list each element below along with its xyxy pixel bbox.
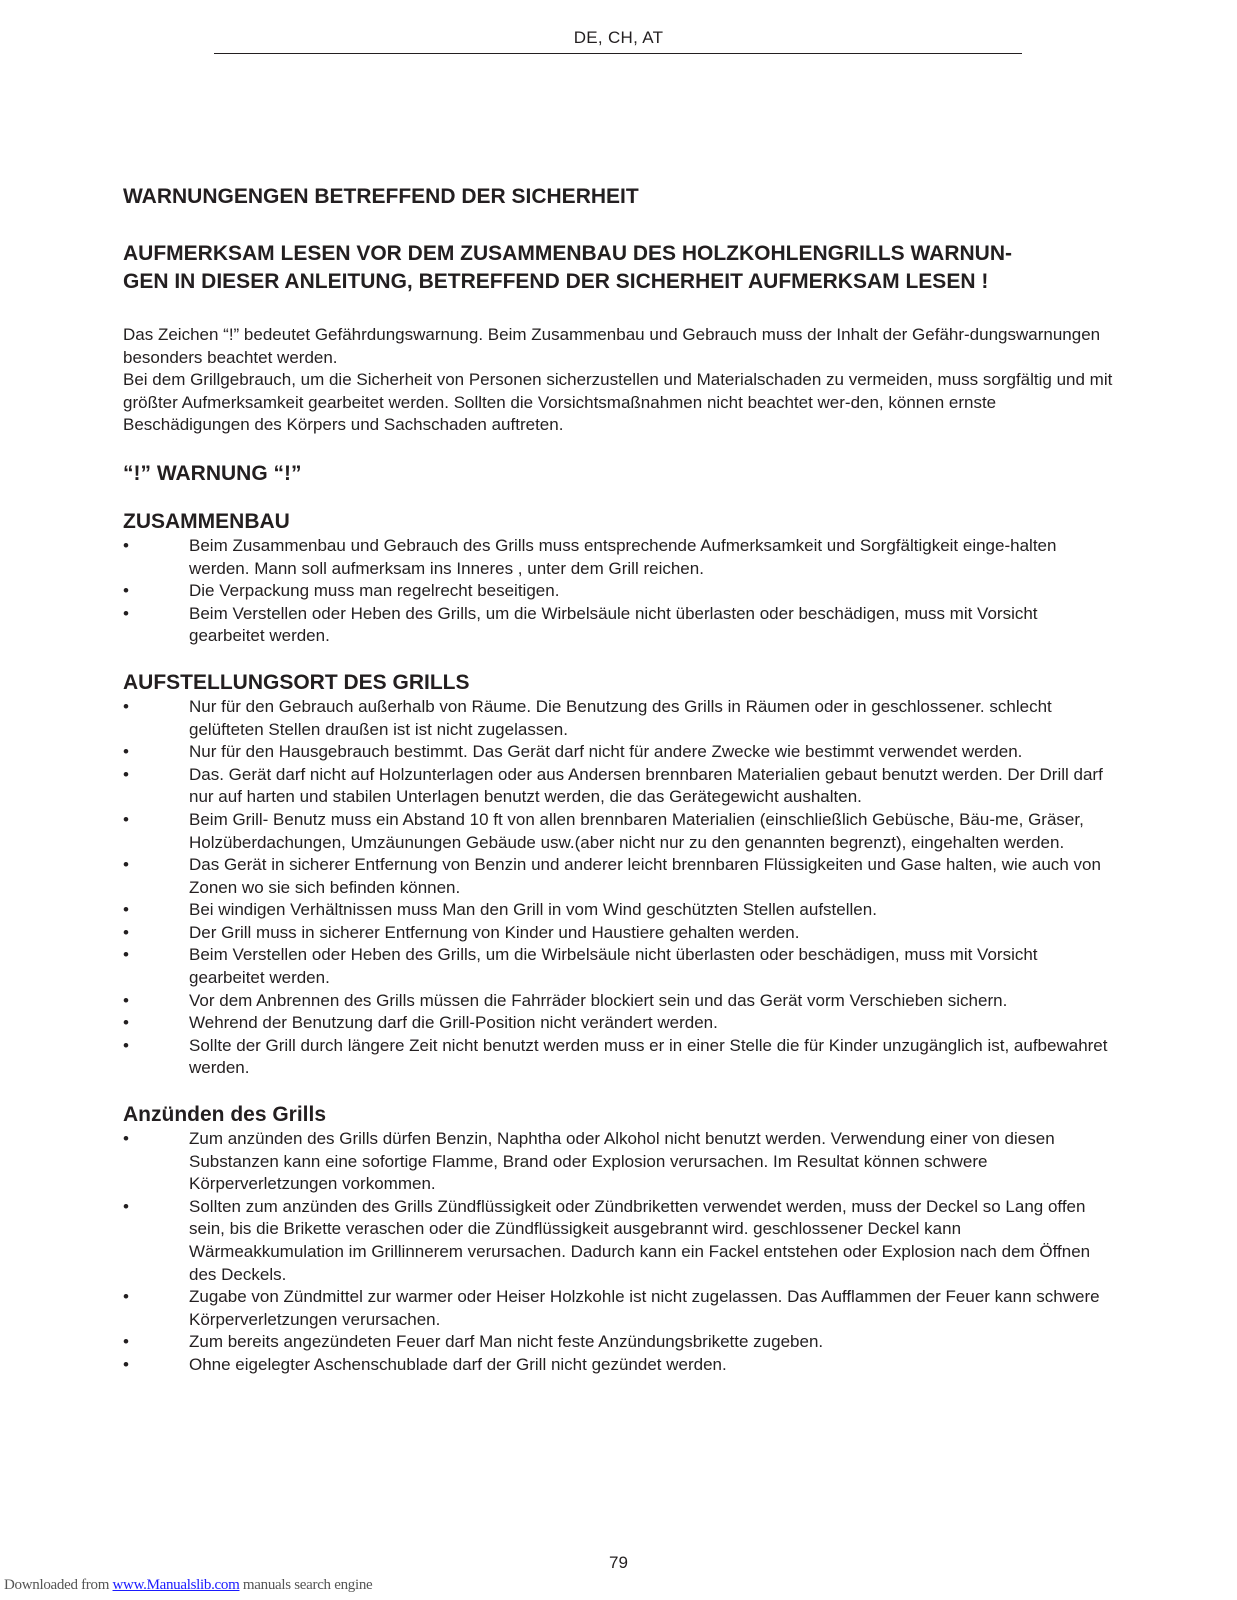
section-assembly	[123, 509, 1113, 648]
bullet-text: Die Verpackung muss man regelrecht beseitigen.	[189, 581, 560, 601]
bullet-marker: •	[123, 764, 129, 784]
bullet-text: Der Grill muss in sicherer Entfernung von Kinder und Haustiere gehalten werden.	[189, 922, 800, 942]
bullet-marker: •	[123, 1332, 129, 1352]
bullet-text: Sollte der Grill durch längere Zeit nicht benutzt werden muss er in einer Stelle die für Kinder unzugänglich ist, aufbewahret werden.	[189, 1035, 1108, 1078]
bullet-marker: •	[123, 581, 129, 601]
bullet-text: Beim Verstellen oder Heben des Grills, um die Wirbelsäule nicht überlasten oder beschädigen, muss mit Vorsicht gearbeitet werden.	[189, 945, 1038, 988]
bullet-list	[123, 1128, 1113, 1377]
bullet-text: Vor dem Anbrennen des Grills müssen die Fahrräder blockiert sein und das Gerät vorm Verschieben sichern.	[189, 990, 1008, 1010]
bullet-item	[123, 944, 1113, 989]
bullet-item	[123, 603, 1113, 648]
bullet-text: Sollten zum anzünden des Grills Zündflüssigkeit oder Zündbriketten verwendet werden, muss der Deckel so Lang offen sein, bis die Brikette veraschen oder die Zündflüssigkeit ausgebrannt wird. geschlossener Deckel kann Wärmeakkumulation im Grillinnerem verursachen. Dadurch kann ein Fackel entstehen oder Explosion nach dem Öffnen des Deckels.	[189, 1196, 1091, 1284]
page-number: 79	[609, 1553, 628, 1572]
bullet-marker: •	[123, 1013, 129, 1033]
bullet-marker: •	[123, 603, 129, 623]
bullet-item	[123, 922, 1113, 945]
section-title: AUFSTELLUNGSORT DES GRILLS	[123, 670, 470, 694]
bullet-text: Nur für den Gebrauch außerhalb von Räume. Die Benutzung des Grills in Räumen oder in geschlossener. schlecht gelüfteten Stellen draußen ist ist nicht zugelassen.	[189, 696, 1052, 739]
bullet-text: Bei windigen Verhältnissen muss Man den Grill in vom Wind geschützten Stellen aufstellen.	[189, 900, 877, 920]
bullet-text: Zum bereits angezündeten Feuer darf Man nicht feste Anzündungsbrikette zugeben.	[189, 1332, 824, 1352]
bullet-item	[123, 696, 1113, 741]
bullet-list	[123, 535, 1113, 648]
bullet-text: Wehrend der Benutzung darf die Grill-Position nicht verändert werden.	[189, 1013, 718, 1033]
bullet-item	[123, 580, 1113, 603]
bullet-text: Das. Gerät darf nicht auf Holzunterlagen oder aus Andersen brennbaren Materialien gebaut benutzt werden. Der Drill darf nur auf harten und stabilen Unterlagen benutzt werden, die das Gerätegewicht aushalten.	[189, 764, 1103, 807]
bullet-item	[123, 1035, 1113, 1080]
bullet-text: Das Gerät in sicherer Entfernung von Benzin und anderer leicht brennbaren Flüssigkeiten und Gase halten, wie auch von Zonen wo sie sich befinden können.	[189, 855, 1101, 897]
bullet-marker: •	[123, 1354, 129, 1374]
bullet-text: Beim Grill- Benutz muss ein Abstand 10 ft von allen brennbaren Materialien (einschließlich Gebüsche, Bäu-me, Gräser, Holzüberdachungen, Umzäunungen Gebäude usw.(aber nicht nur zu den genannten begrenzt), eingehalten werden.	[189, 809, 1084, 852]
bullet-item	[123, 1012, 1113, 1035]
intro-text	[123, 324, 1113, 437]
bullet-marker: •	[123, 535, 129, 555]
bullet-marker: •	[123, 742, 129, 762]
bullet-item	[123, 764, 1113, 809]
bullet-marker: •	[123, 855, 129, 875]
section-title: ZUSAMMENBAU	[123, 509, 290, 533]
intro-paragraph: Bei dem Grillgebrauch, um die Sicherheit von Personen sicherzustellen und Materialschaden zu vermeiden, muss sorgfältig und mit größter Aufmerksamkeit gearbeitet werden. Sollten die Vorsichtsmaßnahmen nicht beachtet wer-den, können ernste Beschädigungen des Körpers und Sachschaden auftreten.	[123, 370, 1113, 435]
subtitle-line-2: GEN IN DIESER ANLEITUNG, BETREFFEND DER SICHERHEIT AUFMERKSAM LESEN !	[123, 270, 989, 293]
bullet-item	[123, 809, 1113, 854]
bullet-item	[123, 990, 1113, 1013]
bullet-text: Beim Zusammenbau und Gebrauch des Grills muss entsprechende Aufmerksamkeit und Sorgfältigkeit einge-halten werden. Mann soll aufmerksam ins Inneres , unter dem Grill reichen.	[189, 535, 1057, 578]
bullet-marker: •	[123, 900, 129, 920]
bullet-marker: •	[123, 696, 129, 716]
bullet-marker: •	[123, 1287, 129, 1307]
bullet-marker: •	[123, 1196, 129, 1216]
manualslib-link[interactable]: www.Manualslib.com	[112, 1577, 240, 1593]
bullet-text: Zugabe von Zündmittel zur warmer oder Heiser Holzkohle ist nicht zugelassen. Das Aufflammen der Feuer kann schwere Körperverletzungen verursachen.	[189, 1287, 1100, 1329]
bullet-list	[123, 696, 1113, 1080]
footer-suffix: manuals search engine	[239, 1577, 373, 1593]
bullet-marker: •	[123, 922, 129, 942]
bullet-marker: •	[123, 990, 129, 1010]
header-divider	[214, 53, 1022, 54]
bullet-text: Nur für den Hausgebrauch bestimmt. Das Gerät darf nicht für andere Zwecke wie bestimmt verwendet werden.	[189, 742, 1023, 762]
document-subtitle	[123, 240, 1113, 296]
bullet-text: Zum anzünden des Grills dürfen Benzin, Naphtha oder Alkohol nicht benutzt werden. Verwendung einer von diesen Substanzen kann eine sofortige Flamme, Brand oder Explosion verursachen. Im Resultat können schwere Körperverletzungen vorkommen.	[189, 1129, 1055, 1194]
bullet-item	[123, 535, 1113, 580]
bullet-text: Ohne eigelegter Aschenschublade darf der Grill nicht gezündet werden.	[189, 1354, 727, 1374]
bullet-marker: •	[123, 945, 129, 965]
section-lighting	[123, 1102, 1113, 1377]
document-title: WARNUNGENGEN BETREFFEND DER SICHERHEIT	[123, 185, 639, 208]
bullet-marker: •	[123, 1129, 129, 1149]
bullet-item	[123, 1331, 1113, 1354]
bullet-item	[123, 741, 1113, 764]
page-header-region: DE, CH, AT	[573, 28, 664, 47]
document-body	[123, 184, 1113, 1377]
bullet-item	[123, 899, 1113, 922]
subtitle-line-1: AUFMERKSAM LESEN VOR DEM ZUSAMMENBAU DES HOLZKOHLENGRILLS WARNUN-	[123, 242, 1012, 265]
section-location	[123, 670, 1113, 1080]
bullet-marker: •	[123, 809, 129, 829]
bullet-item	[123, 1354, 1113, 1377]
bullet-marker: •	[123, 1035, 129, 1055]
warning-heading: “!” WARNUNG “!”	[123, 461, 302, 485]
bullet-item	[123, 854, 1113, 899]
bullet-item	[123, 1128, 1113, 1196]
bullet-item	[123, 1286, 1113, 1331]
section-title: Anzünden des Grills	[123, 1103, 327, 1127]
footer-prefix: Downloaded from	[4, 1577, 113, 1593]
download-footer	[4, 1577, 372, 1594]
bullet-text: Beim Verstellen oder Heben des Grills, um die Wirbelsäule nicht überlasten oder beschädigen, muss mit Vorsicht gearbeitet werden.	[189, 603, 1038, 646]
intro-paragraph: Das Zeichen “!” bedeutet Gefährdungswarnung. Beim Zusammenbau und Gebrauch muss der Inhalt der Gefähr-dungswarnungen besonders beachtet werden.	[123, 325, 1101, 367]
bullet-item	[123, 1196, 1113, 1286]
